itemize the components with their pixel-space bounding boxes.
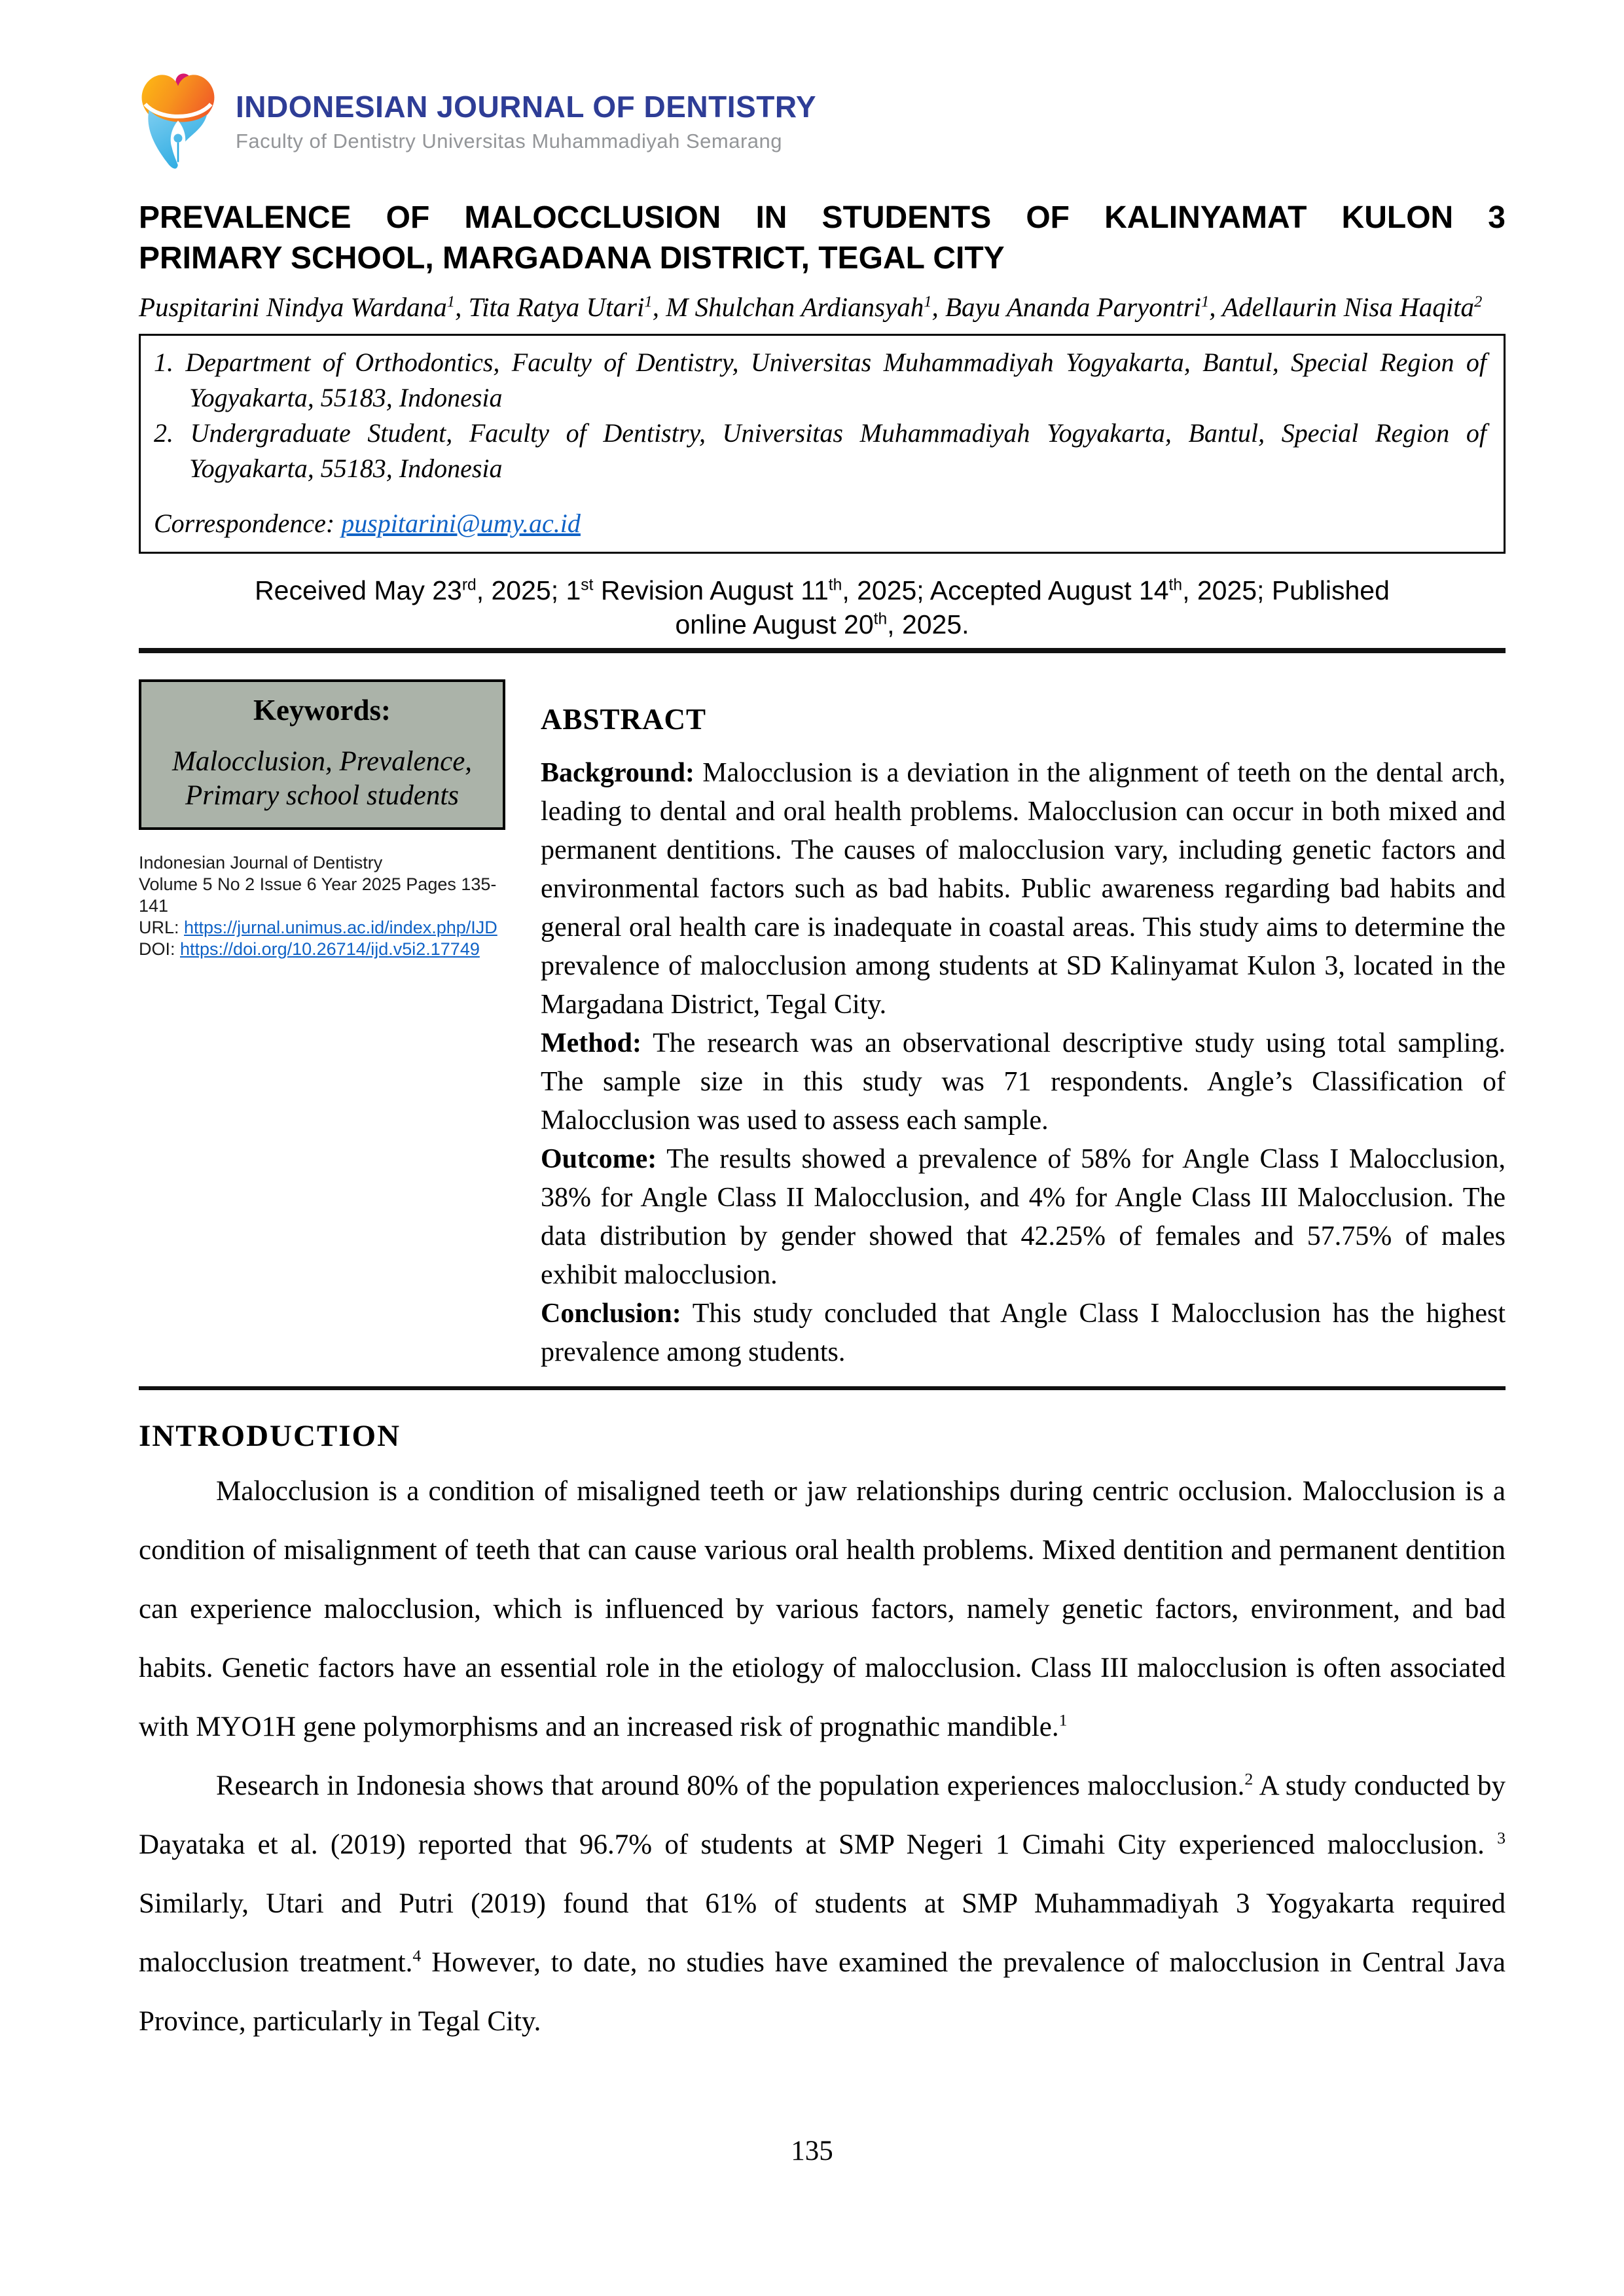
article-title-line2: PRIMARY SCHOOL, MARGADANA DISTRICT, TEGAL CITY xyxy=(139,241,1005,276)
journal-info-url-row xyxy=(139,917,505,939)
journal-masthead xyxy=(139,72,1506,171)
journal-info xyxy=(139,852,505,960)
affiliation-item: 1. Department of Orthodontics, Faculty of Dentistry, Universitas Muhammadiyah Yogyakarta, Bantul, Special Region of Yogyakarta, 55183, Indonesia xyxy=(154,348,1487,412)
keywords-text xyxy=(147,745,497,813)
masthead-text xyxy=(236,90,816,154)
abstract-section-label: Outcome: xyxy=(541,1144,657,1174)
affiliation-box xyxy=(139,334,1506,554)
abstract-sections xyxy=(541,754,1506,1372)
abstract-section: Conclusion: This study concluded that Angle Class I Malocclusion has the highest prevalence among students. xyxy=(541,1299,1506,1367)
abstract-column xyxy=(541,679,1506,1372)
received-dates-line1: Received May 23rd, 2025; 1st Revision August 11th, 2025; Accepted August 14th, 2025; Published xyxy=(255,575,1390,605)
introduction-heading: INTRODUCTION xyxy=(139,1419,401,1453)
journal-url-link[interactable]: https://jurnal.unimus.ac.id/index.php/IJD xyxy=(184,918,497,937)
keywords-heading: Keywords: xyxy=(253,694,391,726)
affiliation-list xyxy=(154,345,1487,486)
abstract-section-label: Conclusion: xyxy=(541,1299,681,1329)
keywords-line2: Primary school students xyxy=(185,780,460,811)
two-column-layout xyxy=(139,679,1506,1372)
introduction-paragraphs xyxy=(139,1462,1506,2051)
page-number: 135 xyxy=(791,2136,833,2166)
journal-info-volume: Volume 5 No 2 Issue 6 Year 2025 Pages 135-141 xyxy=(139,874,497,916)
correspondence-label: Correspondence: xyxy=(154,509,342,538)
header-divider-rule xyxy=(139,648,1506,653)
abstract-divider-rule xyxy=(139,1386,1506,1390)
received-dates xyxy=(139,573,1506,641)
affiliation-item: 2. Undergraduate Student, Faculty of Dentistry, Universitas Muhammadiyah Yogyakarta, Bantul, Special Region of Yogyakarta, 55183, Indonesia xyxy=(154,418,1487,483)
journal-name: INDONESIAN JOURNAL OF DENTISTRY xyxy=(236,90,817,124)
received-dates-line2: online August 20th, 2025. xyxy=(675,609,969,639)
abstract-heading: ABSTRACT xyxy=(541,703,707,736)
authors-line: Puspitarini Nindya Wardana$^1$, Tita Ratya Utari$^1$, M Shulchan Ardiansyah$^1$, Bayu Ananda Paryontri$^1$, Adellaurin Nisa Haqita$^2$ xyxy=(139,292,1483,322)
abstract-section: Background: Malocclusion is a deviation in the alignment of teeth on the dental arch, leading to dental and oral health problems. Malocclusion can occur in both mixed and permanent dentitions. The causes of malocclusion vary, including genetic factors and environmental factors such as bad habits. Public awareness regarding bad habits and general oral health care is inadequate in coastal areas. This study aims to determine the prevalence of malocclusion among students at SD Kalinyamat Kulon 3, located in the Margadana District, Tegal City. xyxy=(541,758,1506,1020)
introduction-paragraph: Research in Indonesia shows that around 80% of the population experiences malocclusion.$^2$ A study conducted by Dayataka et al. (2019) reported that 96.7% of students at SMP Negeri 1 Cimahi City experienced malocclusion. $^3$ Similarly, Utari and Putri (2019) found that 61% of students at SMP Muhammadiyah 3 Yogyakarta required malocclusion treatment.$^4$ However, to date, no studies have examined the prevalence of malocclusion in Central Java Province, particularly in Tegal City. xyxy=(139,1769,1506,2037)
abstract-section: Outcome: The results showed a prevalence of 58% for Angle Class I Malocclusion, 38% for Angle Class II Malocclusion, and 4% for Angle Class III Malocclusion. The data distribution by gender showed that 42.25% of females and 57.75% of males exhibit malocclusion. xyxy=(541,1144,1506,1290)
article-title xyxy=(139,198,1506,279)
abstract-section: Method: The research was an observational descriptive study using total sampling. The sample size in this study was 71 respondents. Angle’s Classification of Malocclusion was used to assess each sample. xyxy=(541,1028,1506,1136)
journal-info-name: Indonesian Journal of Dentistry xyxy=(139,853,383,872)
correspondence-email-link[interactable]: puspitarini@umy.ac.id xyxy=(341,509,581,538)
url-label: URL: xyxy=(139,918,185,937)
correspondence-line xyxy=(154,506,1487,541)
abstract-section-label: Background: xyxy=(541,758,695,788)
introduction-paragraph: Malocclusion is a condition of misaligned teeth or jaw relationships during centric occlusion. Malocclusion is a condition of misalignment of teeth that can cause various oral health problems. Mixed dentition and permanent dentition can experience malocclusion, which is influenced by various factors, namely genetic factors, environment, and bad habits. Genetic factors have an essential role in the etiology of malocclusion. Class III malocclusion is often associated with MYO1H gene polymorphisms and an increased risk of prognathic mandible.$^1$ xyxy=(139,1476,1506,1742)
page-content xyxy=(139,72,1506,2051)
tooth-pen-logo-icon xyxy=(139,72,217,171)
doi-label: DOI: xyxy=(139,939,181,959)
keywords-line1: Malocclusion, Prevalence, xyxy=(171,746,473,777)
left-sidebar xyxy=(139,679,505,960)
journal-subtitle: Faculty of Dentistry Universitas Muhammadiyah Semarang xyxy=(236,130,783,152)
abstract-section-label: Method: xyxy=(541,1028,641,1058)
journal-info-doi-row xyxy=(139,939,505,960)
keywords-box xyxy=(139,679,505,830)
journal-doi-link[interactable]: https://doi.org/10.26714/ijd.v5i2.17749 xyxy=(180,939,480,959)
article-title-line1: PREVALENCE OF MALOCCLUSION IN STUDENTS OF KALINYAMAT KULON 3 xyxy=(139,200,1506,235)
